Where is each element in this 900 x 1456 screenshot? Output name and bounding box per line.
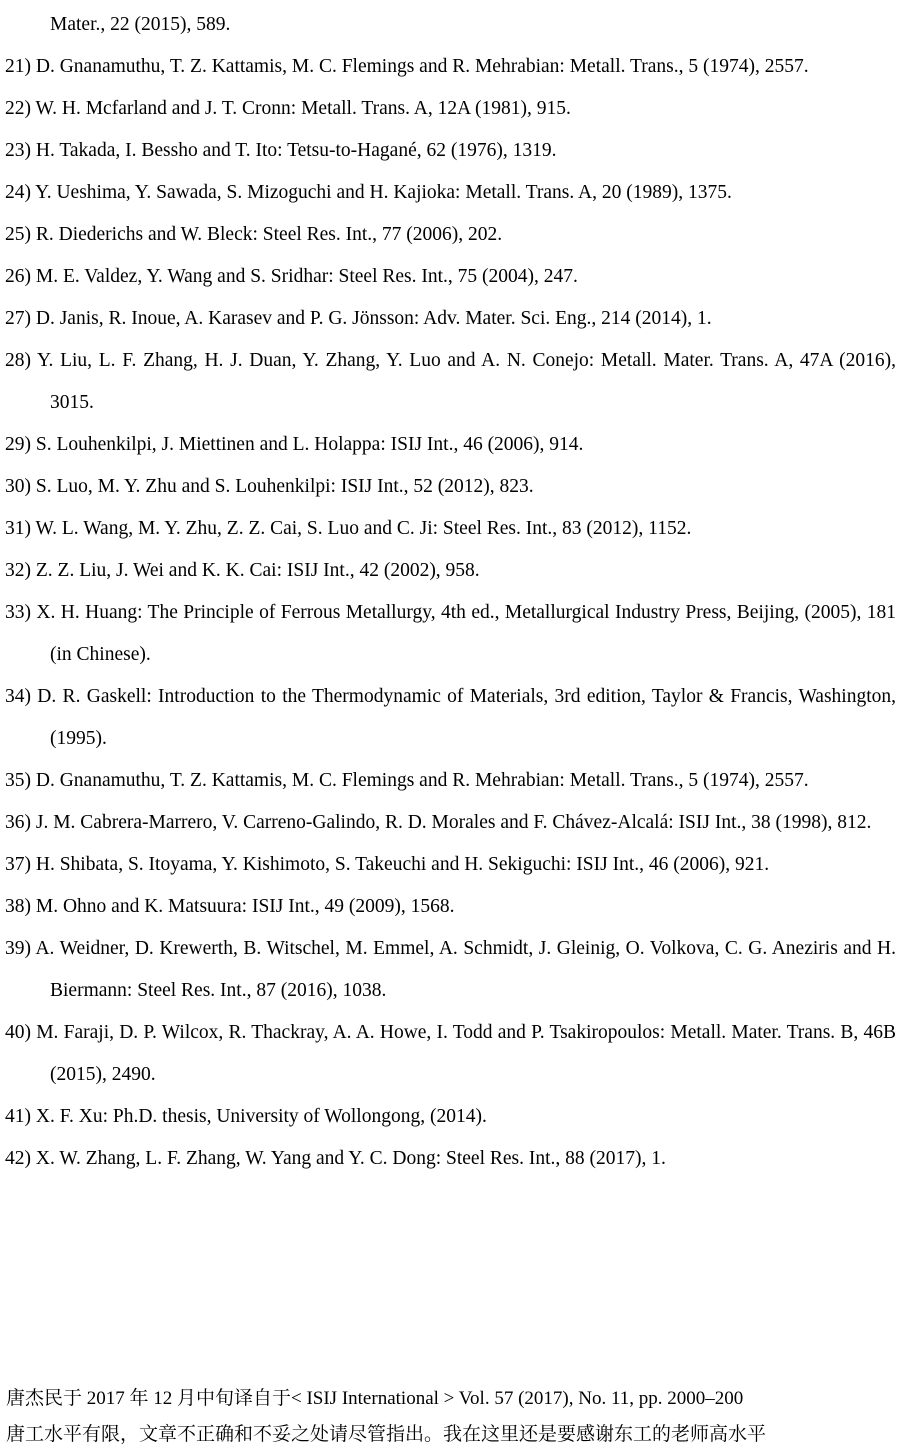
- reference-entry: 21) D. Gnanamuthu, T. Z. Kattamis, M. C. Flemings and R. Mehrabian: Metall. Trans., 5 (1974), 2557.: [5, 56, 809, 77]
- reference-entry: 31) W. L. Wang, M. Y. Zhu, Z. Z. Cai, S. Luo and C. Ji: Steel Res. Int., 83 (2012), 1152.: [5, 518, 692, 539]
- reference-entry: 36) J. M. Cabrera-Marrero, V. Carreno-Galindo, R. D. Morales and F. Chávez-Alcalá: ISIJ Int., 38 (1998), 812.: [5, 812, 872, 833]
- reference-entry: 30) S. Luo, M. Y. Zhu and S. Louhenkilpi: ISIJ Int., 52 (2012), 823.: [5, 476, 534, 497]
- reference-entry: 26) M. E. Valdez, Y. Wang and S. Sridhar: Steel Res. Int., 75 (2004), 247.: [5, 266, 578, 287]
- reference-entry: 42) X. W. Zhang, L. F. Zhang, W. Yang and Y. C. Dong: Steel Res. Int., 88 (2017), 1.: [5, 1148, 666, 1169]
- translator-note-line-1: 唐杰民于 2017 年 12 月中旬译自于< ISIJ International > Vol. 57 (2017), No. 11, pp. 2000–200: [6, 1388, 744, 1409]
- reference-entry: 29) S. Louhenkilpi, J. Miettinen and L. Holappa: ISIJ Int., 46 (2006), 914.: [5, 434, 584, 455]
- reference-entry: 22) W. H. Mcfarland and J. T. Cronn: Metall. Trans. A, 12A (1981), 915.: [5, 98, 571, 119]
- reference-entry: 34) D. R. Gaskell: Introduction to the Thermodynamic of Materials, 3rd edition, Taylor & Francis, Washington, (1995).: [5, 686, 896, 749]
- reference-list: [0, 4, 900, 1180]
- reference-entry: 32) Z. Z. Liu, J. Wei and K. K. Cai: ISIJ Int., 42 (2002), 958.: [5, 560, 480, 581]
- translator-note-line-2: 唐工水平有限，文章不正确和不妥之处请尽管指出。我在这里还是要感谢东工的老师高水平: [6, 1424, 767, 1445]
- reference-entry: 24) Y. Ueshima, Y. Sawada, S. Mizoguchi and H. Kajioka: Metall. Trans. A, 20 (1989), 1375.: [5, 182, 732, 203]
- reference-entry: 41) X. F. Xu: Ph.D. thesis, University of Wollongong, (2014).: [5, 1106, 487, 1127]
- reference-entry: 23) H. Takada, I. Bessho and T. Ito: Tetsu-to-Hagané, 62 (1976), 1319.: [5, 140, 557, 161]
- reference-entry: 28) Y. Liu, L. F. Zhang, H. J. Duan, Y. Zhang, Y. Luo and A. N. Conejo: Metall. Mater. Trans. A, 47A (2016), 3015.: [5, 350, 896, 413]
- reference-entry: Mater., 22 (2015), 589.: [50, 14, 231, 35]
- reference-entry: 35) D. Gnanamuthu, T. Z. Kattamis, M. C. Flemings and R. Mehrabian: Metall. Trans., 5 (1974), 2557.: [5, 770, 809, 791]
- reference-entry: 27) D. Janis, R. Inoue, A. Karasev and P. G. Jönsson: Adv. Mater. Sci. Eng., 214 (2014), 1.: [5, 308, 712, 329]
- reference-entry: 39) A. Weidner, D. Krewerth, B. Witschel, M. Emmel, A. Schmidt, J. Gleinig, O. Volkova, C. G. Aneziris and H. Biermann: Steel Res. Int., 87 (2016), 1038.: [5, 938, 896, 1001]
- reference-entry: 25) R. Diederichs and W. Bleck: Steel Res. Int., 77 (2006), 202.: [5, 224, 503, 245]
- translator-note: [0, 1381, 900, 1453]
- reference-entry: 40) M. Faraji, D. P. Wilcox, R. Thackray, A. A. Howe, I. Todd and P. Tsakiropoulos: Metall. Mater. Trans. B, 46B (2015), 2490.: [5, 1022, 896, 1085]
- reference-entry: 33) X. H. Huang: The Principle of Ferrous Metallurgy, 4th ed., Metallurgical Industry Press, Beijing, (2005), 181 (in Chinese).: [5, 602, 896, 665]
- reference-entry: 38) M. Ohno and K. Matsuura: ISIJ Int., 49 (2009), 1568.: [5, 896, 455, 917]
- reference-entry: 37) H. Shibata, S. Itoyama, Y. Kishimoto, S. Takeuchi and H. Sekiguchi: ISIJ Int., 46 (2006), 921.: [5, 854, 770, 875]
